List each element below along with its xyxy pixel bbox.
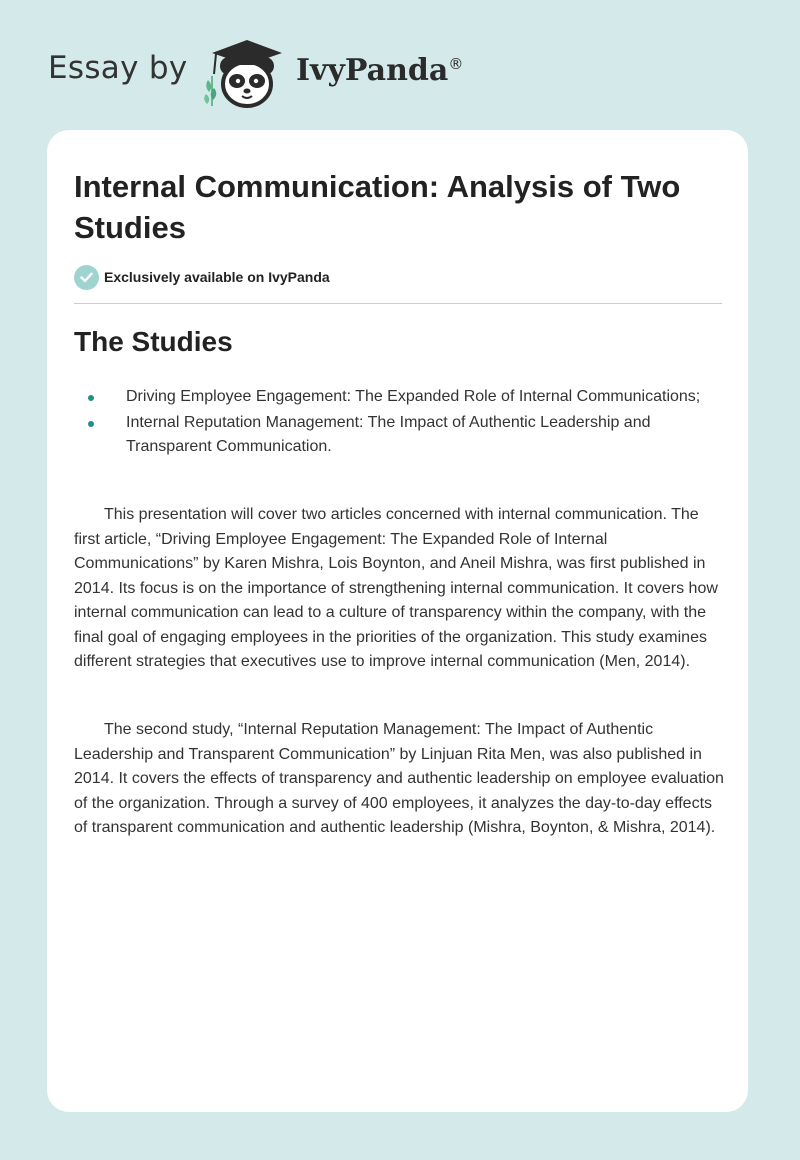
bullet-icon xyxy=(88,395,94,401)
title-divider xyxy=(74,303,722,304)
list-item xyxy=(74,411,722,460)
list-item-text: Internal Reputation Management: The Impact of Authentic Leadership and Transparent Communication. xyxy=(126,413,651,455)
bullet-icon xyxy=(88,421,94,427)
site-header xyxy=(0,0,800,130)
body-paragraph: This presentation will cover two articles concerned with internal communication. The first article, “Driving Employee Engagement: The Expanded Role of Internal Communications” by Karen Mishra, Lois Boynton, and Aneil Mishra, was first published in 2014. Its focus is on the importance of strengthening internal communication. It covers how internal communication can lead to a culture of transparency within the company, with the final goal of engaging employees in the priorities of the organization. This study examines different strategies that executives use to improve internal communication (Men, 2014). xyxy=(74,506,718,670)
list-item xyxy=(74,385,722,410)
studies-list xyxy=(74,385,722,461)
page-title: Internal Communication: Analysis of Two Studies xyxy=(74,169,681,245)
check-circle-icon xyxy=(74,265,99,290)
list-item-text: Driving Employee Engagement: The Expanded Role of Internal Communications; xyxy=(126,388,701,405)
registered-mark: ® xyxy=(448,55,464,73)
essay-by-label: Essay by xyxy=(48,50,188,86)
section-title: The Studies xyxy=(74,326,233,357)
body-paragraph: The second study, “Internal Reputation Management: The Impact of Authentic Leadership and Transparent Communication” by Linjuan Rita Men, was also published in 2014. It covers the effects of transparency and authentic leadership on employee evaluation of the organization. Through a survey of 400 employees, it analyzes the day-to-day effects of transparent communication and authentic leadership (Mishra, Boynton, & Mishra, 2014). xyxy=(74,721,724,836)
exclusive-label: Exclusively available on IvyPanda xyxy=(104,269,330,285)
brand-name[interactable]: IvyPanda® xyxy=(296,53,464,88)
panda-graduate-icon[interactable] xyxy=(202,36,292,110)
exclusive-badge xyxy=(74,264,330,290)
document-card xyxy=(47,130,748,1112)
